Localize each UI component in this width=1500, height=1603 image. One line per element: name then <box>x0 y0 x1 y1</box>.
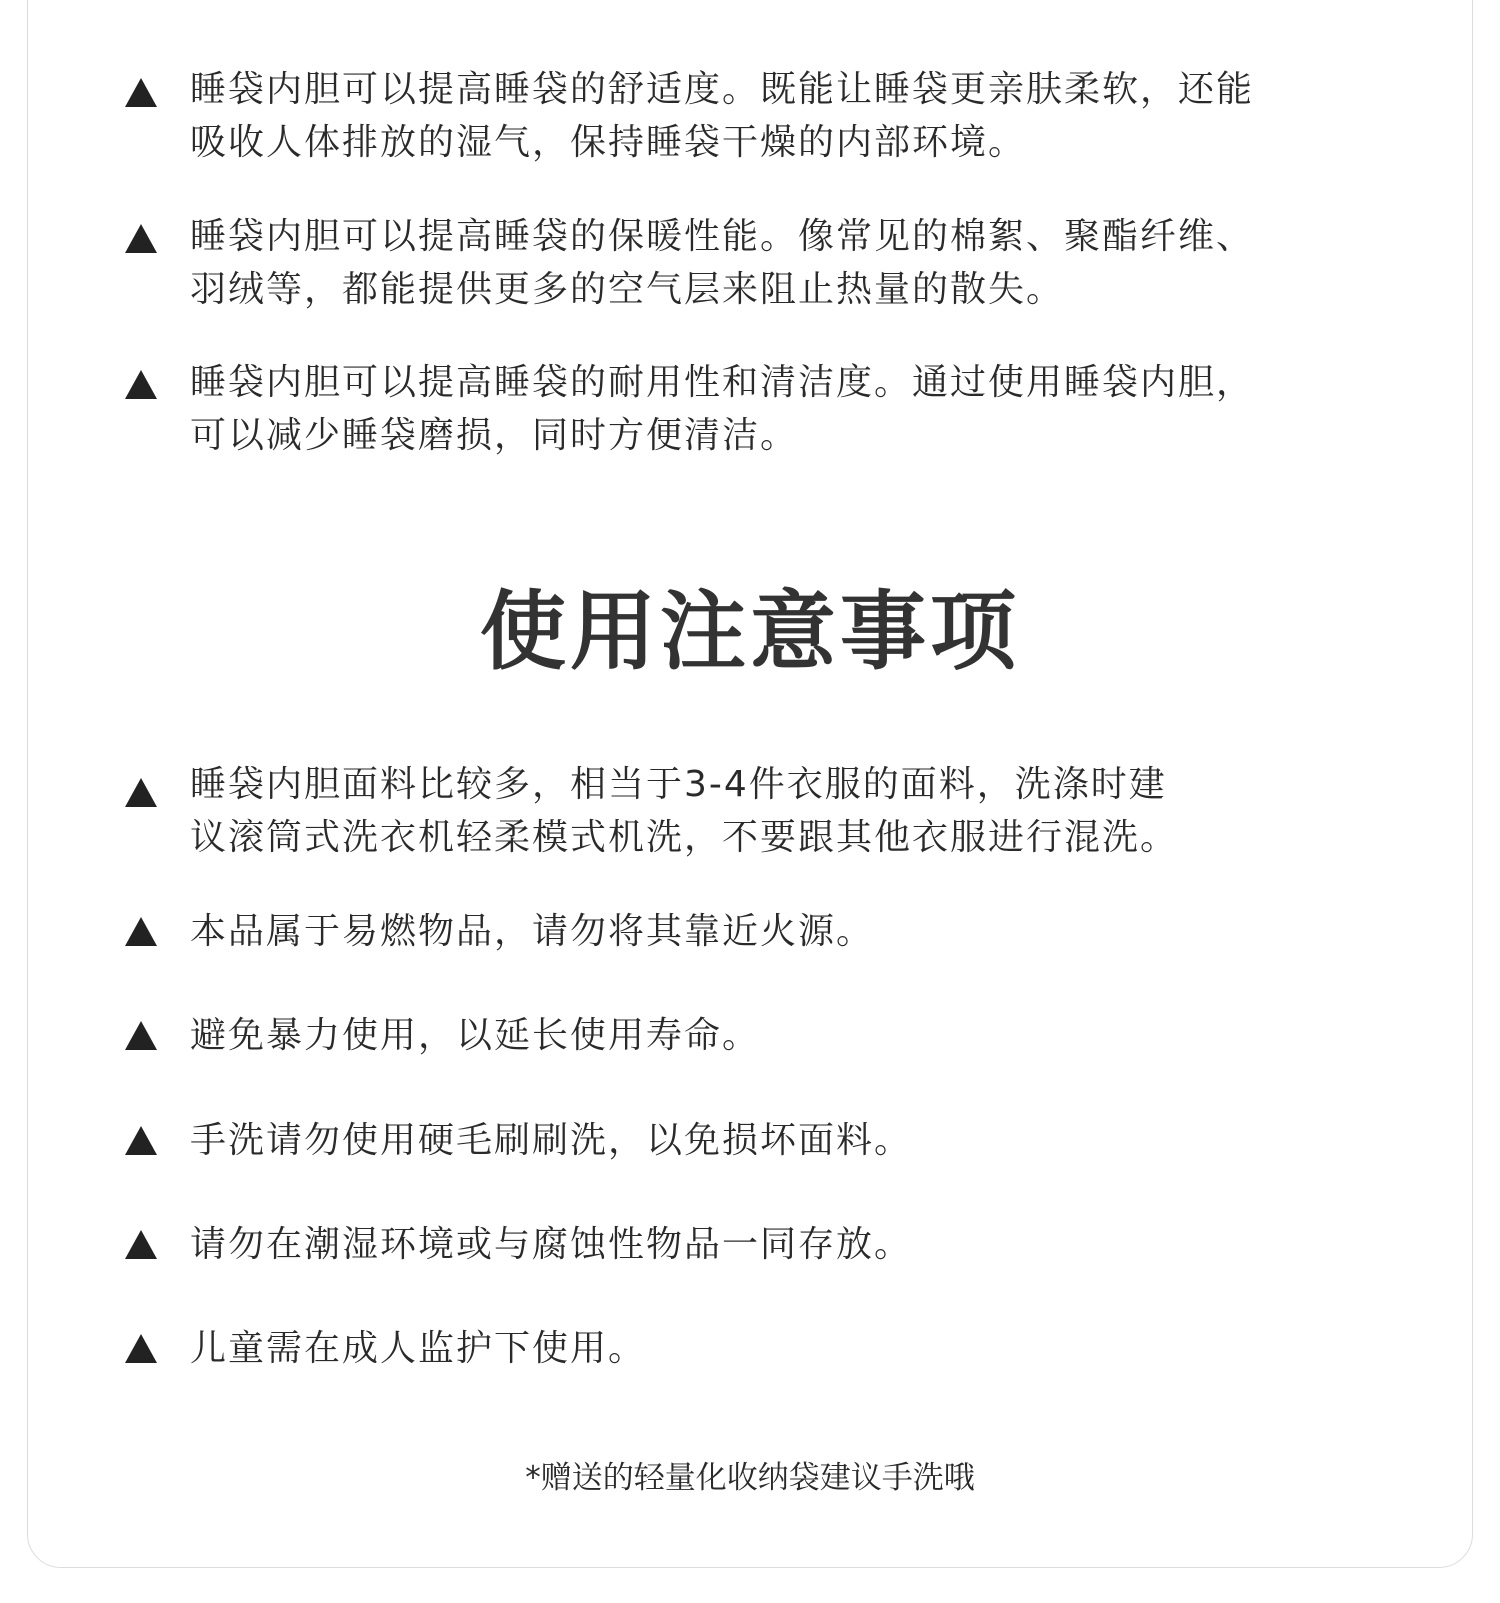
note-text: 避免暴力使用，以延长使用寿命。 <box>190 1015 761 1056</box>
note-item <box>125 1218 1365 1273</box>
feature-item <box>125 356 1365 466</box>
feature-line: 可以减少睡袋磨损，同时方便清洁。 <box>190 415 799 456</box>
triangle-bullet-icon <box>125 370 157 399</box>
feature-text <box>190 210 1365 316</box>
triangle-bullet-icon <box>125 1126 157 1155</box>
note-text: 儿童需在成人监护下使用。 <box>190 1328 647 1369</box>
triangle-bullet-icon <box>125 78 157 107</box>
feature-item <box>125 210 1365 320</box>
triangle-bullet-icon <box>125 778 157 807</box>
note-text: 本品属于易燃物品，请勿将其靠近火源。 <box>190 911 875 952</box>
feature-line: 睡袋内胆可以提高睡袋的舒适度。既能让睡袋更亲肤柔软，还能 <box>190 69 1255 110</box>
note-item <box>125 1322 1365 1377</box>
note-text: 请勿在潮湿环境或与腐蚀性物品一同存放。 <box>190 1224 913 1265</box>
feature-text <box>190 63 1365 169</box>
triangle-bullet-icon <box>125 1230 157 1259</box>
triangle-bullet-icon <box>125 917 157 946</box>
note-item <box>125 758 1365 868</box>
note-item <box>125 905 1365 960</box>
feature-item <box>125 63 1365 173</box>
section-title: 使用注意事项 <box>480 582 1020 682</box>
note-line: 议滚筒式洗衣机轻柔模式机洗，不要跟其他衣服进行混洗。 <box>190 817 1179 858</box>
triangle-bullet-icon <box>125 224 157 253</box>
triangle-bullet-icon <box>125 1021 157 1050</box>
note-line: 睡袋内胆面料比较多，相当于3-4件衣服的面料，洗涤时建 <box>190 764 1167 805</box>
note-item <box>125 1009 1365 1064</box>
note-text: 手洗请勿使用硬毛刷刷洗，以免损坏面料。 <box>190 1120 913 1161</box>
footnote: *赠送的轻量化收纳袋建议手洗哦 <box>525 1460 975 1496</box>
feature-line: 吸收人体排放的湿气，保持睡袋干燥的内部环境。 <box>190 122 1027 163</box>
triangle-bullet-icon <box>125 1334 157 1363</box>
feature-line: 睡袋内胆可以提高睡袋的耐用性和清洁度。通过使用睡袋内胆， <box>190 362 1255 403</box>
feature-line: 羽绒等，都能提供更多的空气层来阻止热量的散失。 <box>190 269 1065 310</box>
note-item <box>125 1114 1365 1169</box>
feature-line: 睡袋内胆可以提高睡袋的保暖性能。像常见的棉絮、聚酯纤维、 <box>190 216 1255 257</box>
feature-text <box>190 356 1365 462</box>
note-text <box>190 758 1365 864</box>
